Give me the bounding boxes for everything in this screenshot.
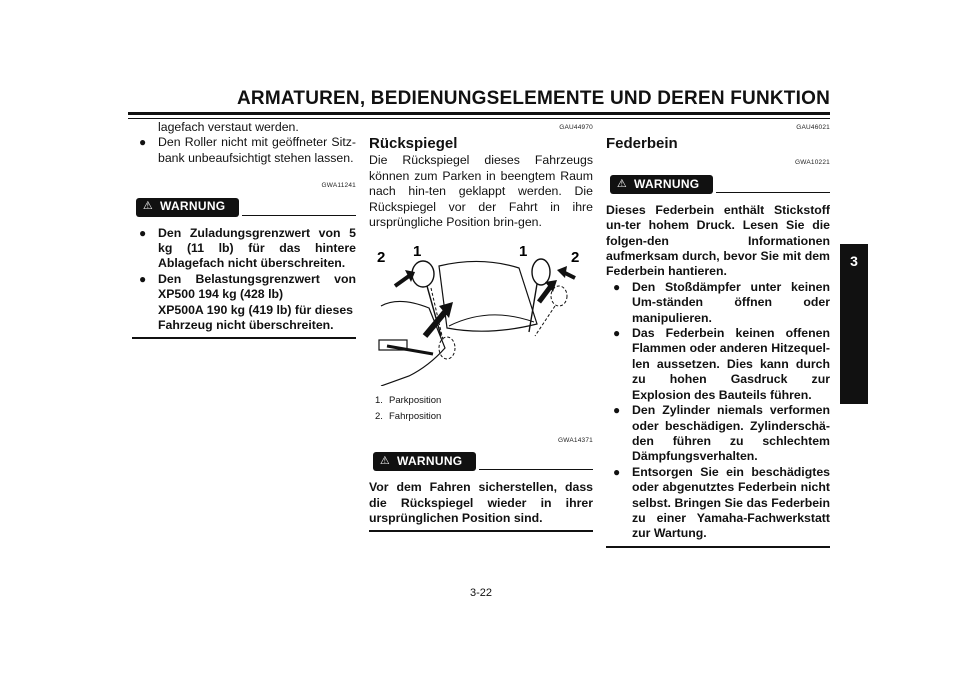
page-number: 3-22 [470, 587, 493, 599]
warning-line [479, 469, 593, 470]
bullet-text: Den Zuladungsgrenzwert von 5 kg (11 lb) für das hintere Ablagefach nicht überschreiten. [158, 225, 356, 271]
section-end-rule [369, 530, 593, 532]
warning-intro: Dieses Federbein enthält Stickstoff un-ter hohem Druck. Lesen Sie die folgen-den Informationen aufmerksam durch, bevor Sie mit dem Federbein hantieren. [606, 202, 830, 279]
warning-badge [136, 198, 239, 217]
bullet-icon: ● [613, 326, 621, 341]
bullet-icon: ● [613, 403, 621, 418]
intro-text: lagefach verstaut werden. [158, 120, 299, 134]
column-1 [132, 120, 356, 339]
warning-header [369, 452, 593, 474]
bullet-text: Das Federbein keinen offenen Flammen oder anderen Hitzequel-len aussetzen. Dies kann durch zu hohen Gasdruck zur Explosion des Bauteils führen. [632, 326, 830, 402]
bullet-text: Den Roller nicht mit geöffneter Sitz-bank unbeaufsichtigt stehen lassen. [158, 135, 356, 165]
list-item [132, 135, 356, 166]
figure-legend [369, 393, 593, 425]
warning-text: Vor dem Fahren sicherstellen, dass die Rückspiegel wieder in ihrer ursprünglichen Position sind. [369, 480, 593, 526]
list-item [606, 280, 830, 326]
bullet-icon: ● [613, 464, 621, 479]
warning-tail-text: XP500A 190 kg (419 lb) für dieses Fahrzeug nicht überschreiten. [158, 302, 354, 333]
section-end-rule [132, 337, 356, 339]
page-title: ARMATUREN, BEDIENUNGSELEMENTE UND DEREN FUNKTION [237, 88, 830, 109]
warning-triangle-icon: ⚠ [142, 200, 154, 213]
section-code: GWA10221 [795, 159, 830, 167]
column-2 [369, 120, 593, 532]
section-text: Die Rückspiegel dieses Fahrzeugs können zum Parken in beengtem Raum nach hin-ten geklappt werden. Die Rückspiegel vor der Fahrt in ihre ursprüngliche Position brin-gen. [369, 153, 593, 230]
warning-line [242, 215, 356, 216]
section-heading: Rückspiegel [369, 135, 458, 153]
legend-item: 2. Fahrposition [375, 410, 442, 422]
list-item [606, 326, 830, 403]
column-3 [606, 120, 830, 548]
mirror-illustration [369, 236, 593, 386]
section-end-rule [606, 546, 830, 548]
bullet-icon: ● [139, 135, 147, 150]
bullet-text: Den Belastungsgrenzwert von XP500 194 kg (428 lb) [158, 271, 356, 302]
list-item [132, 226, 356, 272]
warning-label: WARNUNG [160, 199, 226, 214]
page-header [128, 88, 830, 110]
bullet-text: Entsorgen Sie ein beschädigtes oder abgenutztes Federbein nicht selbst. Bringen Sie das Federbein zu einer Yamaha-Fachwerkstatt zur Wartung. [632, 464, 830, 541]
warning-line [716, 192, 830, 193]
legend-item: 1. Parkposition [375, 394, 442, 406]
figure-label: 2 [571, 249, 580, 267]
figure-label: 1 [413, 243, 422, 261]
bullet-icon: ● [139, 271, 147, 286]
section-heading: Federbein [606, 135, 678, 153]
warning-badge [373, 452, 476, 471]
figure-label: 1 [519, 243, 528, 261]
list-item [132, 272, 356, 303]
warning-header [132, 198, 356, 220]
list-item [606, 465, 830, 542]
warning-badge [610, 175, 713, 194]
section-code: GAU44970 [559, 124, 593, 131]
bullet-icon: ● [613, 279, 621, 294]
warning-label: WARNUNG [634, 176, 700, 191]
section-code: GWA14371 [558, 436, 593, 444]
bullet-text: Den Zylinder niemals verformen oder beschädigen. Zylinderschä-den führen zu schlechtem Dämpfungsverhalten. [632, 403, 830, 464]
header-rule-thin [128, 118, 830, 119]
chapter-number: 3 [850, 253, 858, 269]
header-rule-thick [128, 112, 830, 115]
list-item [606, 403, 830, 465]
warning-header [606, 175, 830, 197]
bullet-text: Den Stoßdämpfer unter keinen Um-ständen öffnen oder manipulieren. [632, 279, 830, 325]
section-code: GWA11241 [321, 182, 356, 190]
bullet-icon: ● [139, 225, 147, 240]
warning-triangle-icon: ⚠ [379, 455, 391, 468]
warning-triangle-icon: ⚠ [616, 177, 628, 190]
chapter-tab [840, 244, 868, 404]
section-code: GAU46021 [796, 124, 830, 131]
figure-label: 2 [377, 249, 386, 267]
warning-label: WARNUNG [397, 454, 463, 469]
